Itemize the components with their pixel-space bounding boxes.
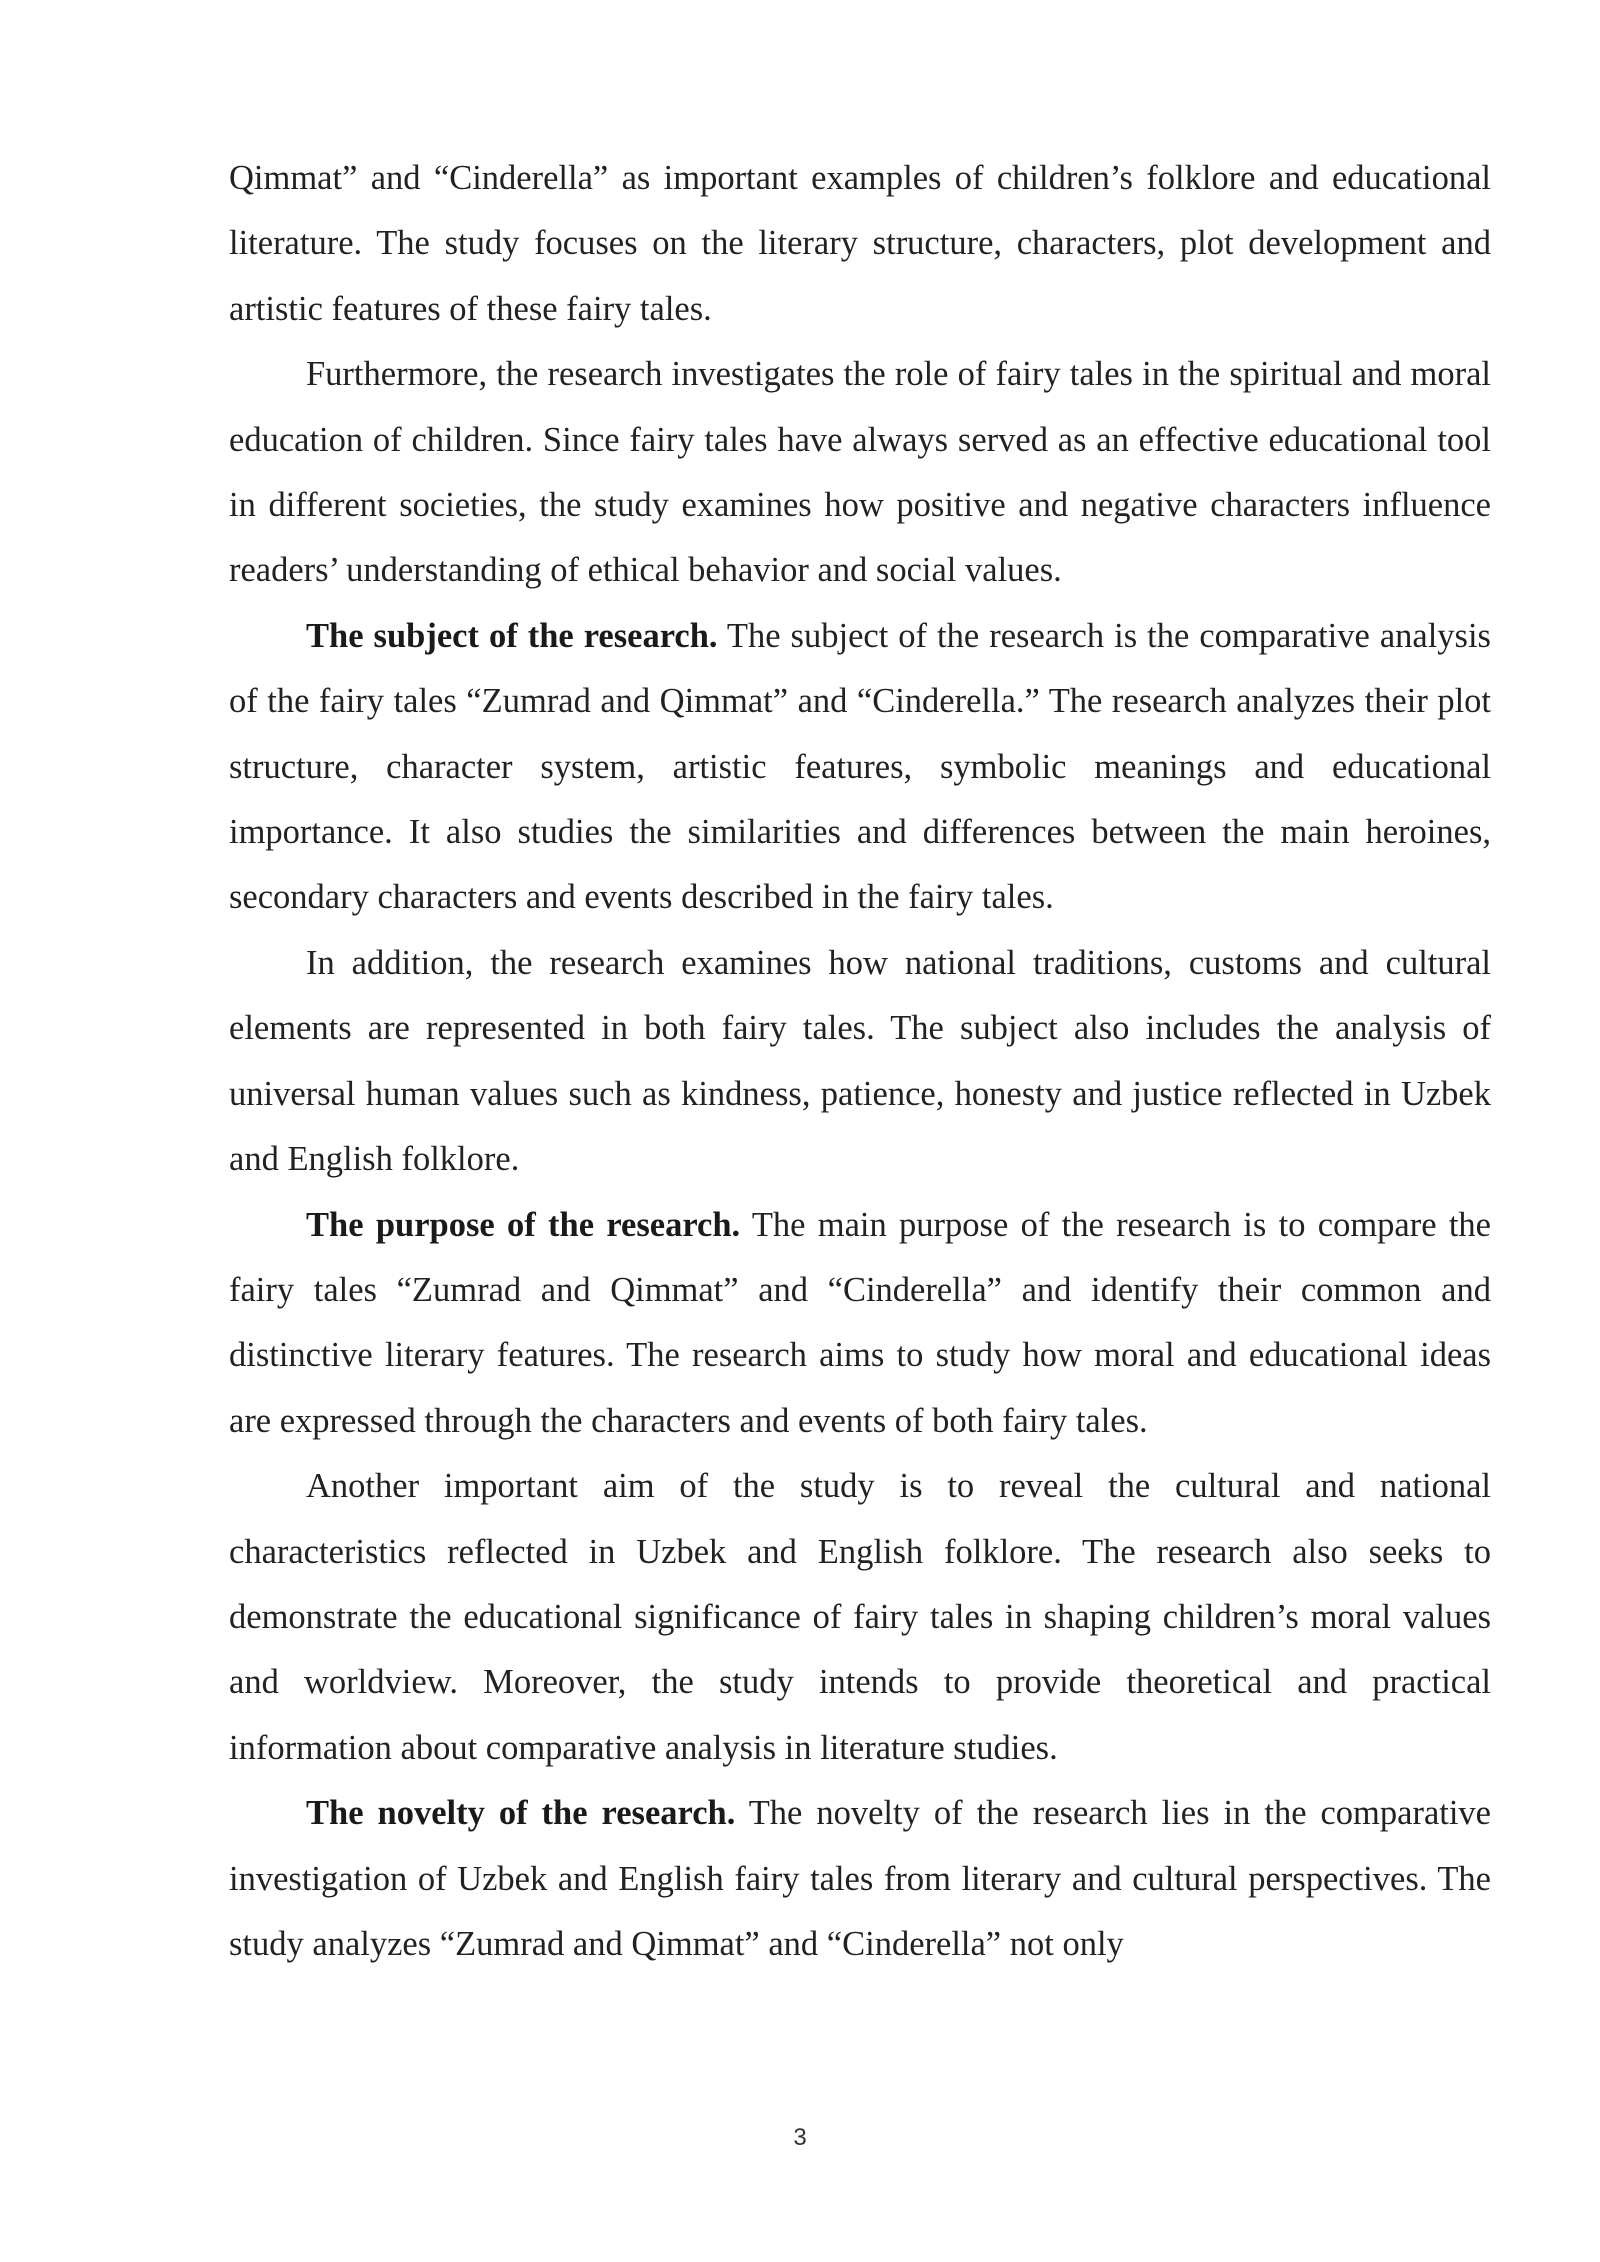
paragraph-2-text: Furthermore, the research investigates the role of fairy tales in the spiritual and moral education of children. Since fairy tales have always served as an effective educational tool in different societies, the study examines how positive and negative characters influence readers’ understanding of ethical behavior and social values. bbox=[229, 355, 1491, 590]
subject-text: The subject of the research is the comparative analysis of the fairy tales “Zumrad and Qimmat” and “Cinderella.” The research analyzes their plot structure, character system, artistic features, symbolic meanings and educational importance. It also studies the similarities and differences between the main heroines, secondary characters and events described in the fairy tales. bbox=[229, 616, 1491, 917]
paragraph-2 bbox=[229, 342, 1491, 604]
page-number: 3 bbox=[793, 2124, 807, 2151]
novelty-heading: The novelty of the research. bbox=[306, 1794, 736, 1833]
paragraph-1-text: Qimmat” and “Cinderella” as important examples of children’s folklore and educational literature. The study focuses on the literary structure, characters, plot development and artistic features of these fairy tales. bbox=[229, 159, 1491, 328]
document-body bbox=[229, 146, 1491, 1977]
paragraph-4-text: In addition, the research examines how national traditions, customs and cultural elements are represented in both fairy tales. The subject also includes the analysis of universal human values such as kindness, patience, honesty and justice reflected in Uzbek and English folklore. bbox=[229, 943, 1491, 1179]
purpose-heading: The purpose of the research. bbox=[306, 1205, 741, 1244]
paragraph-subject bbox=[229, 604, 1491, 931]
paragraph-1 bbox=[229, 146, 1491, 342]
paragraph-6 bbox=[229, 1454, 1491, 1781]
paragraph-4 bbox=[229, 931, 1491, 1193]
novelty-text: The novelty of the research lies in the comparative investigation of Uzbek and English fairy tales from literary and cultural perspectives. The study analyzes “Zumrad and Qimmat” and “Cinderella” not only bbox=[229, 1794, 1491, 1963]
purpose-text: The main purpose of the research is to compare the fairy tales “Zumrad and Qimmat” and “Cinderella” and identify their common and distinctive literary features. The research aims to study how moral and educational ideas are expressed through the characters and events of both fairy tales. bbox=[229, 1205, 1491, 1440]
paragraph-purpose bbox=[229, 1193, 1491, 1455]
paragraph-6-text: Another important aim of the study is to reveal the cultural and national characteristics reflected in Uzbek and English folklore. The research also seeks to demonstrate the educational significance of fairy tales in shaping children’s moral values and worldview. Moreover, the study intends to provide theoretical and practical information about comparative analysis in literature studies. bbox=[229, 1467, 1491, 1767]
subject-heading: The subject of the research. bbox=[306, 616, 718, 655]
paragraph-novelty bbox=[229, 1781, 1491, 1977]
